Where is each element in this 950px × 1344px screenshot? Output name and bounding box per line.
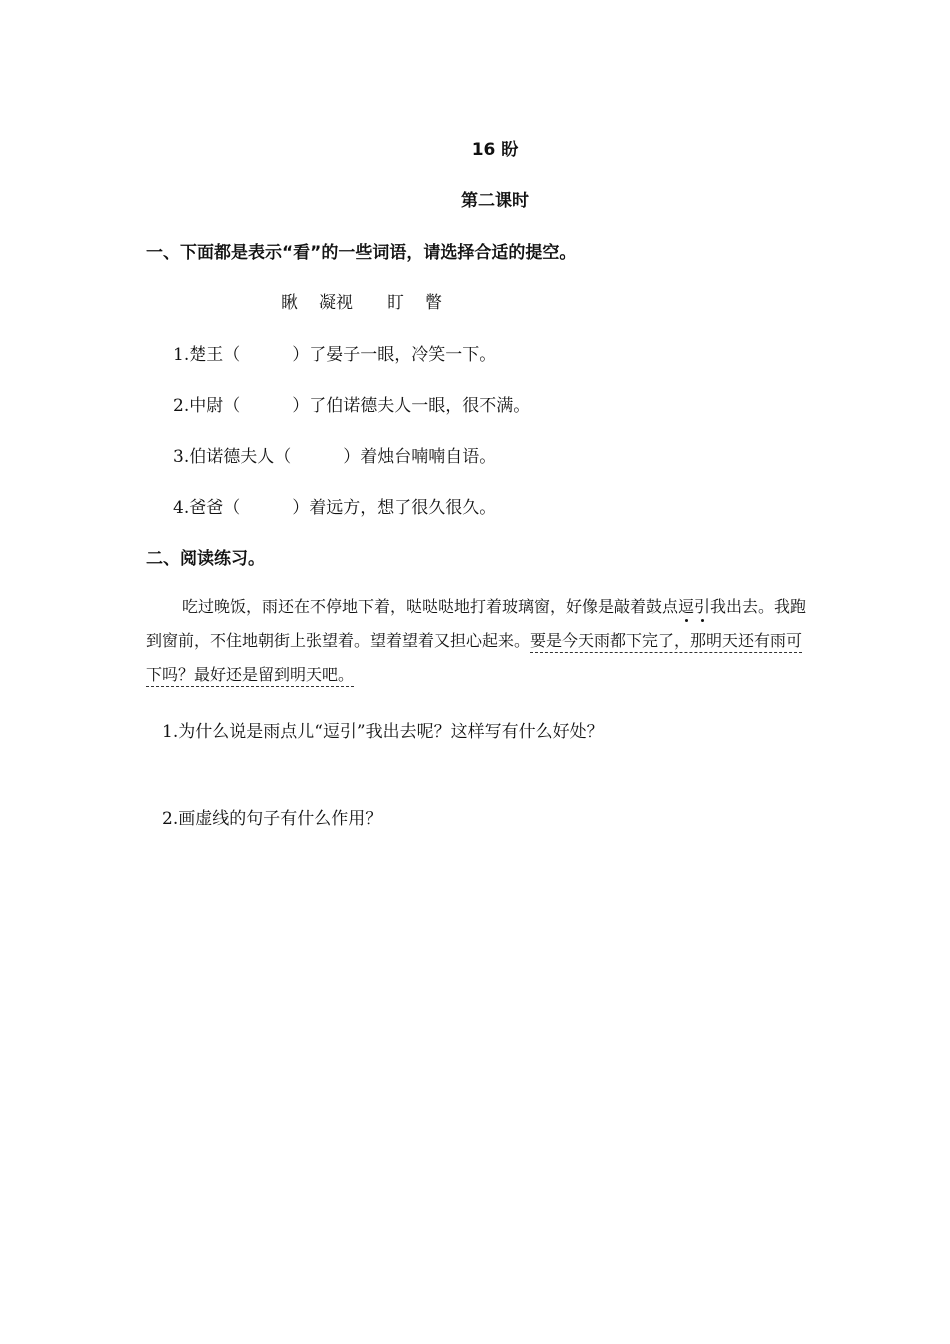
- question-prefix: 3.伯诺德夫人（: [173, 447, 292, 467]
- dotted-char: 逗: [678, 597, 695, 616]
- dashed-sentence: 要是今天雨都下完了，那明天还有雨可下吗？最好还是留到明天吧。: [146, 631, 802, 687]
- question-prefix: 2.中尉（: [173, 396, 241, 416]
- word-choices: [281, 288, 442, 313]
- section1-heading: 一、下面都是表示“看”的一些词语，请选择合适的提空。: [146, 243, 577, 263]
- fill-question: [173, 340, 496, 365]
- lesson-period: 第二课时: [461, 191, 529, 211]
- question-suffix: ）了伯诺德夫人一眼，很不满。: [292, 396, 531, 416]
- question-suffix: ）着烛台喃喃自语。: [343, 447, 497, 467]
- passage-text: 我出去。我跑到窗前，不住地朝街上张望着。望着望着又担心起来。: [146, 597, 807, 650]
- fill-question: [173, 442, 496, 467]
- passage-text: 吃过晚饭，雨还在不停地下着，哒哒哒地打着玻璃窗，好像是敲着鼓点: [182, 597, 679, 616]
- lesson-title: 16 盼: [471, 140, 519, 160]
- word-choice: 瞅: [281, 293, 298, 313]
- word-choice: 盯: [387, 293, 404, 313]
- question-suffix: ）着远方，想了很久很久。: [292, 498, 497, 518]
- word-choice: 瞥: [425, 293, 442, 313]
- fill-question: [173, 391, 530, 416]
- dotted-char: 引: [694, 597, 711, 616]
- reading-passage: [146, 590, 810, 692]
- question-prefix: 4.爸爸（: [173, 498, 241, 518]
- question-prefix: 1.楚王（: [173, 345, 241, 365]
- question-suffix: ）了晏子一眼，冷笑一下。: [292, 345, 497, 365]
- section2-heading: 二、阅读练习。: [146, 549, 265, 569]
- reading-question: 2.画虚线的句子有什么作用？: [162, 809, 383, 829]
- word-choice: 凝视: [319, 293, 353, 313]
- fill-question: [173, 493, 496, 518]
- reading-question: 1.为什么说是雨点儿“逗引”我出去呢？这样写有什么好处？: [162, 722, 604, 742]
